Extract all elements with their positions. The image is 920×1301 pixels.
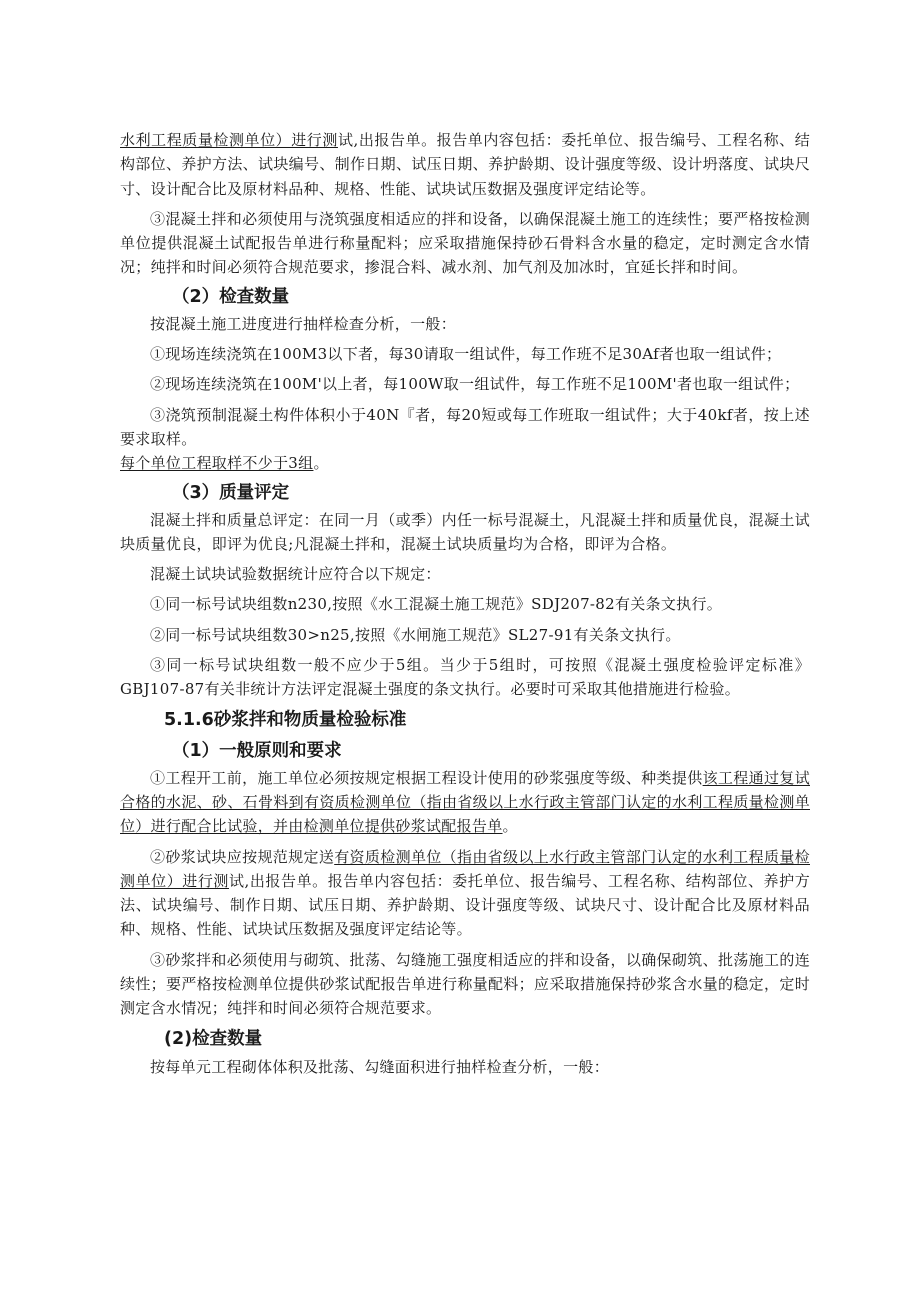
heading-quality-assessment: （3）质量评定 [172, 482, 290, 503]
list-item: ②现场连续浇筑在100M'以上者，每100W取一组试件，每工作班不足100M'者也取一组试件； [150, 375, 800, 394]
underlined-text: 有资质检测单位（指由省级以上水行政主管部门认定的水利工程质量检测单位）进行测 [120, 847, 810, 890]
list-item: ②同一标号试块组数30>n25,按照《水闸施工规范》SL27-91有关条文执行。 [150, 625, 681, 644]
paragraph: 混凝土试块试验数据统计应符合以下规定： [150, 565, 441, 584]
paragraph: 按每单元工程砌体体积及批荡、勾缝面积进行抽样检查分析，一般： [150, 1057, 610, 1076]
document-page [120, 128, 810, 1079]
section-heading-5-1-6: 5.1.6砂浆拌和物质量检验标准 [164, 709, 407, 730]
paragraph: 按混凝土施工进度进行抽样检查分析，一般： [150, 314, 457, 333]
heading-check-quantity-2: (2)检查数量 [164, 1028, 263, 1049]
paragraph: 混凝土拌和质量总评定：在同一月（或季）内任一标号混凝土，凡混凝土拌和质量优良，混凝土试块质量优良，即评为优良;凡混凝土拌和，混凝土试块质量均为合格，即评为合格。 [120, 510, 810, 553]
underlined-text: 该工程通过复试合格的水泥、砂、石骨料到有资质检测单位（指由省级以上水行政主管部门认定的水利工程质量检测单位）进行配合比试验，并由检测单位提供砂浆试配报告单 [120, 768, 810, 836]
list-item: ①同一标号试块组数n230,按照《水工混凝土施工规范》SDJ207-82有关条文执行。 [150, 595, 723, 614]
paragraph: ③混凝土拌和必须使用与浇筑强度相适应的拌和设备，以确保混凝土施工的连续性；要严格按检测单位提供混凝土试配报告单进行称量配料；应采取措施保持砂石骨料含水量的稳定，定时测定含水情况；纯拌和时间必须符合规范要求，掺混合料、减水剂、加气剂及加冰时，宜延长拌和时间。 [120, 209, 810, 277]
paragraph: 每个单位工程取样不少于3组。 [120, 454, 329, 473]
list-item: ③浇筑预制混凝土构件体积小于40N『者，每20短或每工作班取一组试件；大于40kf者，按上述要求取样。 [120, 405, 810, 448]
underlined-text: 每个单位工程取样不少于3组 [120, 454, 314, 473]
list-item: ①现场连续浇筑在100M3以下者，每30请取一组试件，每工作班不足30Af者也取一组试件； [150, 345, 782, 364]
paragraph: 水利工程质量检测单位）进行测试,出报告单。报告单内容包括：委托单位、报告编号、工程名称、结构部位、养护方法、试块编号、制作日期、试压日期、养护龄期、设计强度等级、设计坍落度、试块尺寸、设计配合比及原材料品种、规格、性能、试块试压数据及强度评定结论等。 [120, 131, 810, 198]
list-item: ①工程开工前，施工单位必须按规定根据工程设计使用的砂浆强度等级、种类提供该工程通过复试合格的水泥、砂、石骨料到有资质检测单位（指由省级以上水行政主管部门认定的水利工程质量检测单位）进行配合比试验，并由检测单位提供砂浆试配报告单。 [120, 768, 810, 836]
heading-check-quantity: （2）检查数量 [172, 286, 290, 307]
list-item: ③同一标号试块组数一般不应少于5组。当少于5组时，可按照《混凝土强度检验评定标准》GBJ107-87有关非统计方法评定混凝土强度的条文执行。必要时可采取其他措施进行检验。 [120, 656, 810, 699]
list-item: ②砂浆试块应按规范规定送有资质检测单位（指由省级以上水行政主管部门认定的水利工程质量检测单位）进行测试,出报告单。报告单内容包括：委托单位、报告编号、工程名称、结构部位、养护方法、试块编号、制作日期、试压日期、养护龄期、设计强度等级、试块尺寸、设计配合比及原材料品种、规格、性能、试块试压数据及强度评定结论等。 [120, 847, 810, 939]
list-item: ③砂浆拌和必须使用与砌筑、批荡、勾缝施工强度相适应的拌和设备，以确保砌筑、批荡施工的连续性；要严格按检测单位提供砂浆试配报告单进行称量配料；应采取措施保持砂浆含水量的稳定，定时测定含水情况；纯拌和时间必须符合规范要求。 [120, 950, 810, 1018]
heading-general-principles: （1）一般原则和要求 [172, 740, 342, 761]
underlined-text: 水利工程质量检测单位）进行测 [120, 131, 338, 149]
